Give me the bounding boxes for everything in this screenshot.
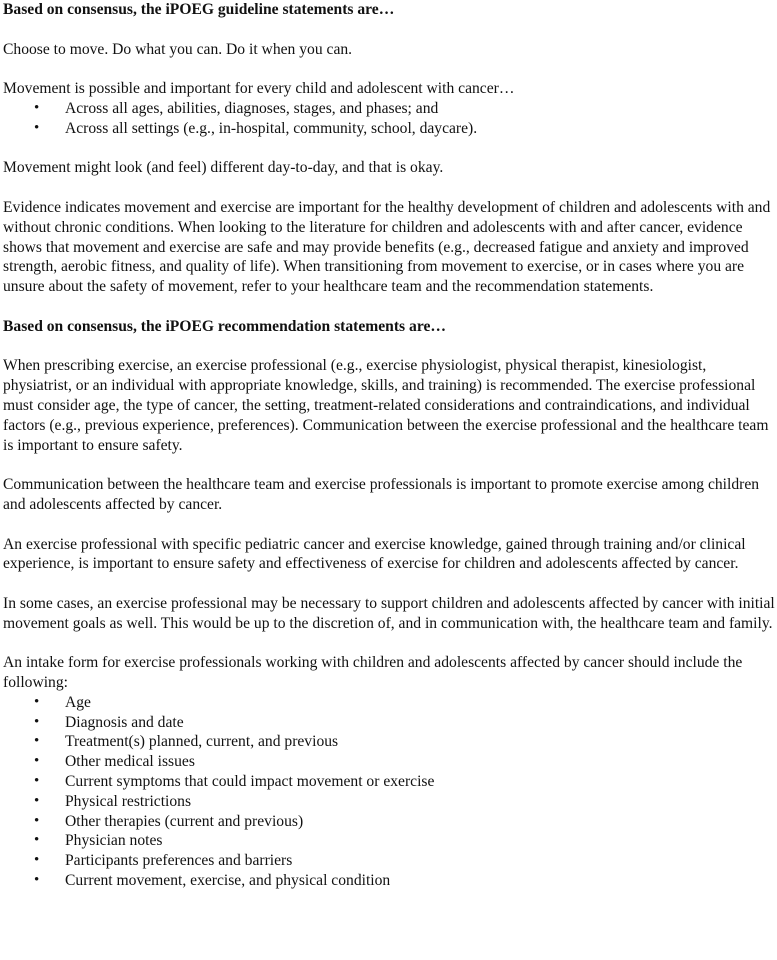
bullet-icon: • bbox=[34, 99, 40, 116]
list-item: • Physical restrictions bbox=[34, 792, 192, 810]
communication-paragraph: Communication between the healthcare team and exercise professionals is important to promote exercise among children and adolescents affected by cancer. bbox=[3, 476, 760, 513]
prescribing-paragraph: When prescribing exercise, an exercise professional (e.g., exercise physiologist, physical therapist, kinesiologist, physiatrist, or an individual with appropriate knowledge, skills, and training) is recommended. The exercise professional must consider age, the type of cancer, the setting, treatment-related considerations and contraindications, and individual factors (e.g., previous experience, preferences). Communication between the exercise professional and the healthcare team is important to ensure safety. bbox=[3, 357, 769, 454]
bullet-icon: • bbox=[34, 872, 40, 889]
spacer bbox=[3, 634, 777, 654]
evidence-paragraph: Evidence indicates movement and exercise are important for the healthy development of children and adolescents with and without chronic conditions. When looking to the literature for children and adolescents with and after cancer, evidence shows that movement and exercise are safe and may provide benefits (e.g., decreased fatigue and anxiety and improved strength, aerobic fitness, and quality of life). When transitioning from movement to exercise, or in cases where you are unsure about the safety of movement, refer to your healthcare team and the recommendation statements. bbox=[3, 198, 771, 296]
guideline-heading: Based on consensus, the iPOEG guideline statements are… bbox=[3, 1, 395, 18]
list-item: • Across all ages, abilities, diagnoses, stages, and phases; and bbox=[34, 99, 439, 117]
specific-knowledge-paragraph: An exercise professional with specific pediatric cancer and exercise knowledge, gained through training and/or clinical experience, is important to ensure safety and effectiveness of exercise for children and adolescents affected by cancer. bbox=[3, 535, 746, 573]
list-item: • Current movement, exercise, and physical condition bbox=[34, 872, 391, 890]
day-to-day-text: Movement might look (and feel) different day-to-day, and that is okay. bbox=[3, 159, 444, 177]
list-item: • Other therapies (current and previous) bbox=[34, 812, 304, 830]
spacer bbox=[3, 455, 777, 475]
list-item: • Physician notes bbox=[34, 832, 163, 850]
bullet-icon: • bbox=[34, 119, 40, 136]
list-item: • Age bbox=[34, 693, 91, 711]
list-item: • Current symptoms that could impact movement or exercise bbox=[34, 773, 435, 791]
spacer bbox=[3, 337, 777, 357]
spacer bbox=[3, 139, 777, 159]
bullet-icon: • bbox=[34, 733, 40, 750]
intro-bullet-list bbox=[3, 99, 777, 139]
bullet-icon: • bbox=[34, 832, 40, 849]
bullet-icon: • bbox=[34, 693, 40, 710]
bullet-icon: • bbox=[34, 773, 40, 790]
list-item: • Across all settings (e.g., in-hospital, community, school, daycare). bbox=[34, 119, 478, 137]
motto-text: Choose to move. Do what you can. Do it when you can. bbox=[3, 40, 353, 58]
bullet-icon: • bbox=[34, 792, 40, 809]
intro-text: Movement is possible and important for every child and adolescent with cancer… bbox=[3, 80, 515, 98]
spacer bbox=[3, 59, 777, 79]
spacer bbox=[3, 178, 777, 198]
bullet-icon: • bbox=[34, 852, 40, 869]
intake-item-list bbox=[3, 693, 777, 891]
bullet-icon: • bbox=[34, 753, 40, 770]
list-item: • Other medical issues bbox=[34, 753, 195, 771]
list-item: • Treatment(s) planned, current, and previous bbox=[34, 733, 339, 751]
bullet-icon: • bbox=[34, 713, 40, 730]
recommendation-heading: Based on consensus, the iPOEG recommendation statements are… bbox=[3, 317, 446, 335]
bullet-icon: • bbox=[34, 812, 40, 829]
spacer bbox=[3, 20, 777, 40]
spacer bbox=[3, 297, 777, 317]
list-item: • Participants preferences and barriers bbox=[34, 852, 293, 870]
spacer bbox=[3, 574, 777, 594]
list-item: • Diagnosis and date bbox=[34, 713, 184, 731]
spacer bbox=[3, 515, 777, 535]
initial-goals-paragraph: In some cases, an exercise professional may be necessary to support children and adolescents affected by cancer with initial movement goals as well. This would be up to the discretion of, and in communication with, the healthcare team and family. bbox=[3, 594, 775, 632]
intake-intro-text: An intake form for exercise professionals working with children and adolescents affected by cancer should include the following: bbox=[3, 654, 743, 692]
